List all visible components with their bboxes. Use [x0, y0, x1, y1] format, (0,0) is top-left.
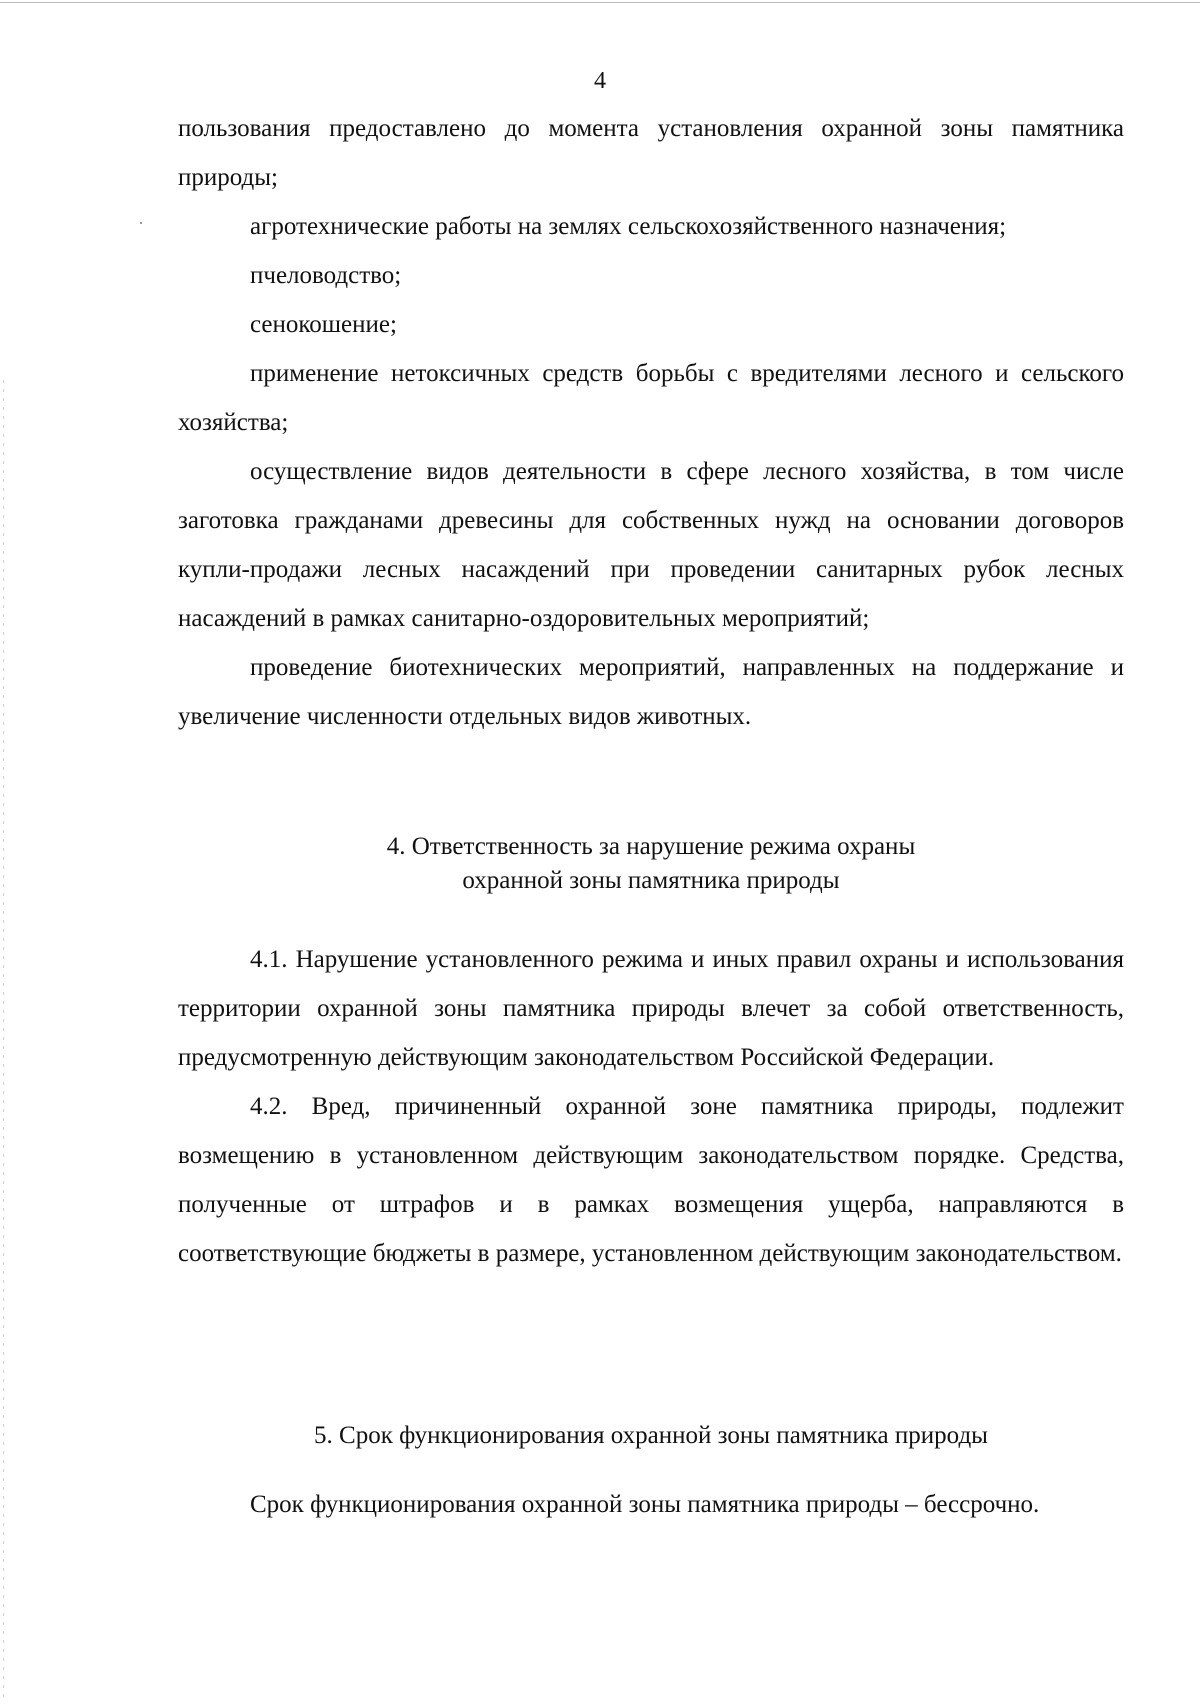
clause-4-1: 4.1. Нарушение установленного режима и иных правил охраны и использования территории охранной зоны памятника природы влечет за собой ответственность, предусмотренную действующим законодательством Российской Федерации. [178, 946, 1124, 1071]
scan-edge-line [0, 2, 1200, 3]
section-4-heading [178, 830, 1124, 898]
paragraph: пользования предоставлено до момента установления охранной зоны памятника природы; [178, 115, 1124, 191]
section-5-heading [178, 1419, 1124, 1453]
section-4-heading-line-1: 4. Ответственность за нарушение режима охраны [386, 833, 916, 860]
section-4-body [178, 935, 1124, 1278]
paragraph: применение нетоксичных средств борьбы с вредителями лесного и сельского хозяйства; [178, 360, 1124, 436]
scan-edge-line [3, 380, 4, 1700]
paragraph: осуществление видов деятельности в сфере лесного хозяйства, в том числе заготовка гражданами древесины для собственных нужд на основании договоров купли-продажи лесных насаждений при проведении санитарных рубок лесных насаждений в рамках санитарно-оздоровительных мероприятий; [178, 458, 1124, 632]
section-5-heading-text: 5. Срок функционирования охранной зоны памятника природы [314, 1422, 988, 1449]
paragraph: агротехнические работы на землях сельскохозяйственного назначения; [250, 213, 1007, 240]
page-number: 4 [594, 68, 606, 94]
paragraph: Срок функционирования охранной зоны памятника природы – бессрочно. [250, 1491, 1040, 1518]
paragraph: пчеловодство; [250, 262, 402, 289]
scan-speck [140, 222, 142, 224]
paragraph: сенокошение; [250, 311, 397, 338]
section-5-body [178, 1480, 1124, 1529]
section-3-continuation [178, 104, 1124, 741]
section-4-heading-line-2: охранной зоны памятника природы [462, 867, 840, 894]
clause-4-2: 4.2. Вред, причиненный охранной зоне памятника природы, подлежит возмещению в установленном действующим законодательством порядке. Средства, полученные от штрафов и в рамках возмещения ущерба, направляются в соответствующие бюджеты в размере, установленном действующим законодательством. [178, 1093, 1124, 1267]
paragraph: проведение биотехнических мероприятий, направленных на поддержание и увеличение численности отдельных видов животных. [178, 654, 1124, 730]
